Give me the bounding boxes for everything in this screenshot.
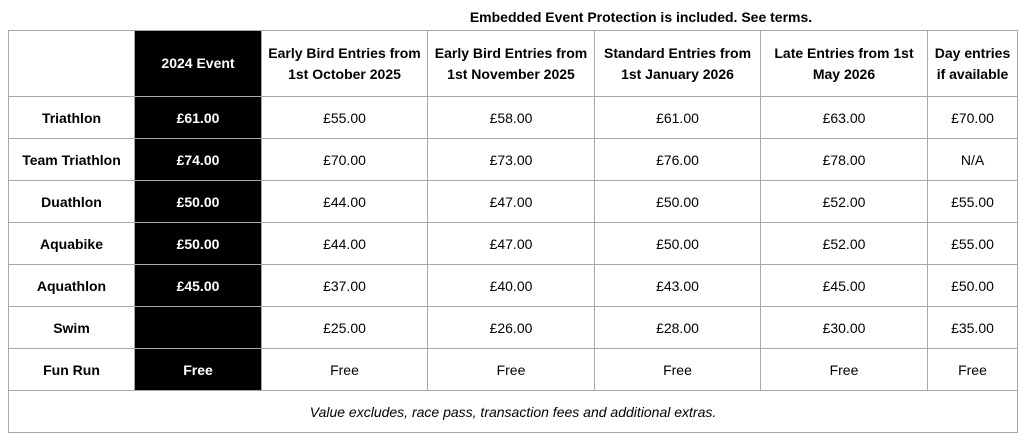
price-cell: £52.00 (761, 223, 928, 265)
price-cell: £58.00 (428, 97, 595, 139)
table-row (9, 223, 1018, 265)
table-row (9, 97, 1018, 139)
price-cell: £50.00 (595, 181, 761, 223)
price-cell: £76.00 (595, 139, 761, 181)
row-label: Aquathlon (9, 265, 135, 307)
price-cell: £50.00 (928, 265, 1018, 307)
header-early-bird-october: Early Bird Entries from 1st October 2025 (262, 31, 428, 97)
footer-row (9, 391, 1018, 433)
header-day-entries: Day entries if available (928, 31, 1018, 97)
price-cell: £47.00 (428, 181, 595, 223)
price-cell: £25.00 (262, 307, 428, 349)
price-cell: £26.00 (428, 307, 595, 349)
price-cell: £78.00 (761, 139, 928, 181)
table-row (9, 181, 1018, 223)
price-cell: £30.00 (761, 307, 928, 349)
price-cell: £55.00 (928, 223, 1018, 265)
table-row (9, 139, 1018, 181)
event-2024-price: Free (135, 349, 262, 391)
price-cell: £52.00 (761, 181, 928, 223)
row-label: Duathlon (9, 181, 135, 223)
header-standard-january: Standard Entries from 1st January 2026 (595, 31, 761, 97)
price-cell: Free (262, 349, 428, 391)
price-cell: N/A (928, 139, 1018, 181)
price-cell: Free (595, 349, 761, 391)
event-2024-price: £50.00 (135, 181, 262, 223)
price-cell: £44.00 (262, 181, 428, 223)
row-label: Aquabike (9, 223, 135, 265)
header-row (9, 31, 1018, 97)
price-cell: £55.00 (928, 181, 1018, 223)
price-cell: £37.00 (262, 265, 428, 307)
price-cell: £47.00 (428, 223, 595, 265)
price-cell: £40.00 (428, 265, 595, 307)
price-cell: £55.00 (262, 97, 428, 139)
price-cell: £45.00 (761, 265, 928, 307)
price-cell: £50.00 (595, 223, 761, 265)
header-early-bird-november: Early Bird Entries from 1st November 2025 (428, 31, 595, 97)
event-2024-price: £74.00 (135, 139, 262, 181)
table-row (9, 349, 1018, 391)
price-cell: £44.00 (262, 223, 428, 265)
row-label: Fun Run (9, 349, 135, 391)
price-cell: £73.00 (428, 139, 595, 181)
header-late-may: Late Entries from 1st May 2026 (761, 31, 928, 97)
price-cell: £63.00 (761, 97, 928, 139)
table-row (9, 307, 1018, 349)
row-label: Triathlon (9, 97, 135, 139)
price-cell: Free (761, 349, 928, 391)
entry-price-table (8, 30, 1018, 433)
price-cell: Free (928, 349, 1018, 391)
row-label: Swim (9, 307, 135, 349)
price-cell: £70.00 (262, 139, 428, 181)
header-2024-event: 2024 Event (135, 31, 262, 97)
event-2024-price: £61.00 (135, 97, 262, 139)
row-label: Team Triathlon (9, 139, 135, 181)
event-2024-price: £45.00 (135, 265, 262, 307)
table-row (9, 265, 1018, 307)
header-corner (9, 31, 135, 97)
price-cell: £61.00 (595, 97, 761, 139)
event-2024-price (135, 307, 262, 349)
event-2024-price: £50.00 (135, 223, 262, 265)
price-cell: £28.00 (595, 307, 761, 349)
protection-note: Embedded Event Protection is included. See terms. (469, 9, 813, 25)
price-cell: £70.00 (928, 97, 1018, 139)
price-cell: £35.00 (928, 307, 1018, 349)
price-cell: Free (428, 349, 595, 391)
footer-note: Value excludes, race pass, transaction fees and additional extras. (9, 391, 1018, 433)
price-cell: £43.00 (595, 265, 761, 307)
